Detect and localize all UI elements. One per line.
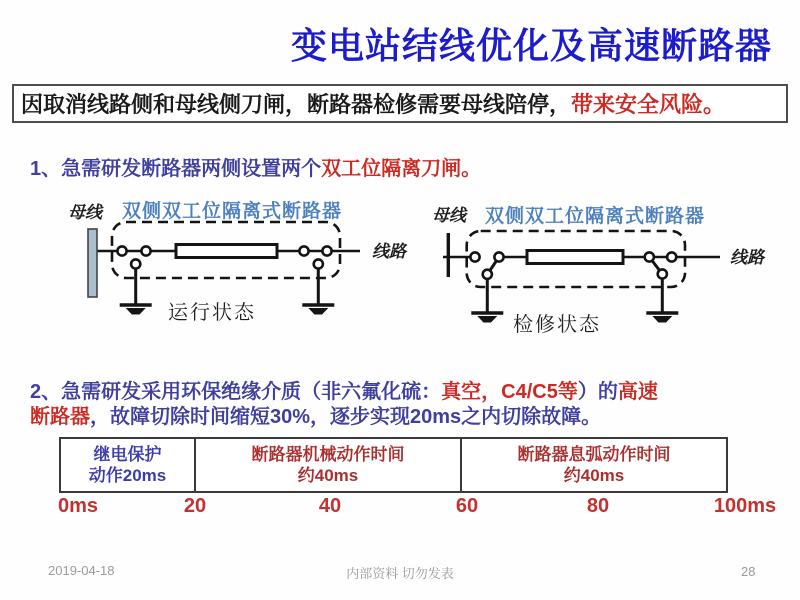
point-2-text: 2、急需研发采用环保绝缘介质（非六氟化硫： (30, 381, 442, 403)
footer-page-number: 28 (741, 564, 756, 579)
ground-symbol-left (471, 313, 503, 323)
busbar-label: 母线 (68, 203, 102, 222)
point-2-highlight: 真空，C4/C5等 (441, 381, 578, 403)
diagram-maintenance-state (430, 193, 792, 345)
alert-highlight: 带来安全风险。 (571, 92, 726, 117)
axis-tick-20: 20 (183, 495, 207, 517)
timeline-cell-arc (460, 439, 726, 491)
contact-circle (667, 252, 676, 261)
point-2 (30, 380, 790, 430)
cell-line: 断路器息弧动作时间 (517, 445, 671, 464)
cell-line: 约40ms (563, 466, 625, 485)
point-2-text: ，故障切除时间缩短30%，逐步实现20ms之内切除故障。 (90, 406, 602, 428)
contact-circle (141, 246, 150, 255)
breaker-body (176, 245, 277, 258)
contact-circle (322, 246, 331, 255)
cell-line: 断路器机械动作时间 (251, 445, 405, 464)
ground-contact-circle (131, 259, 140, 268)
ground-contact-circle (658, 269, 667, 278)
point-2-highlight: 高速 (617, 381, 658, 403)
timeline-cell-relay (61, 439, 194, 491)
ground-contact-circle (314, 259, 323, 268)
ground-contact-circle (483, 270, 492, 279)
breaker-type-label: 双侧双工位隔离式断路器 (122, 201, 343, 222)
alert-text: 因取消线路侧和母线侧刀闸，断路器检修需要母线陪停， (21, 92, 572, 117)
contact-circle (470, 252, 479, 261)
axis-tick-0: 0ms (57, 495, 99, 517)
busbar-bar (88, 229, 97, 297)
axis-tick-80: 80 (586, 495, 610, 517)
point-1-text: 1、急需研发断路器两侧设置两个 (30, 158, 322, 180)
alert-box (12, 84, 788, 123)
breaker-type-label: 双侧双工位隔离式断路器 (485, 206, 706, 227)
axis-tick-100: 100ms (713, 495, 777, 517)
cell-line: 继电保护 (93, 445, 162, 464)
point-1-highlight: 双工位隔离刀闸。 (321, 158, 482, 180)
footer-date: 2019-04-18 (48, 563, 115, 578)
axis-tick-40: 40 (318, 495, 342, 517)
point-2-line-2 (30, 405, 790, 430)
contact-circle (645, 252, 654, 261)
ground-symbol-right (646, 313, 678, 323)
state-label: 检修状态 (513, 314, 601, 336)
diagram-operating-state (60, 193, 420, 345)
ground-leads (487, 276, 662, 313)
timeline-cell-mechanical (194, 439, 460, 491)
axis-tick-60: 60 (455, 495, 479, 517)
ground-symbol-right (302, 305, 334, 315)
line-label: 线路 (730, 248, 764, 267)
ground-symbol-left (120, 305, 152, 315)
point-2-text: ）的 (577, 381, 618, 403)
ground-leads (136, 268, 319, 305)
state-label: 运行状态 (168, 302, 256, 324)
line-label: 线路 (372, 242, 406, 261)
contact-circle (494, 252, 503, 261)
point-1 (30, 152, 481, 181)
timeline-table (59, 437, 728, 493)
contact-circle (299, 246, 308, 255)
cell-line: 约40ms (297, 466, 359, 485)
cell-line: 动作20ms (88, 466, 167, 485)
point-2-highlight: 断路器 (30, 406, 90, 428)
contact-circle (117, 246, 126, 255)
busbar-label: 母线 (432, 206, 466, 225)
breaker-body (527, 251, 623, 264)
page-title: 变电站结线优化及高速断路器 (290, 25, 772, 66)
point-2-line-1 (30, 380, 790, 405)
footer-notice: 内部资料 切勿发表 (346, 566, 454, 581)
